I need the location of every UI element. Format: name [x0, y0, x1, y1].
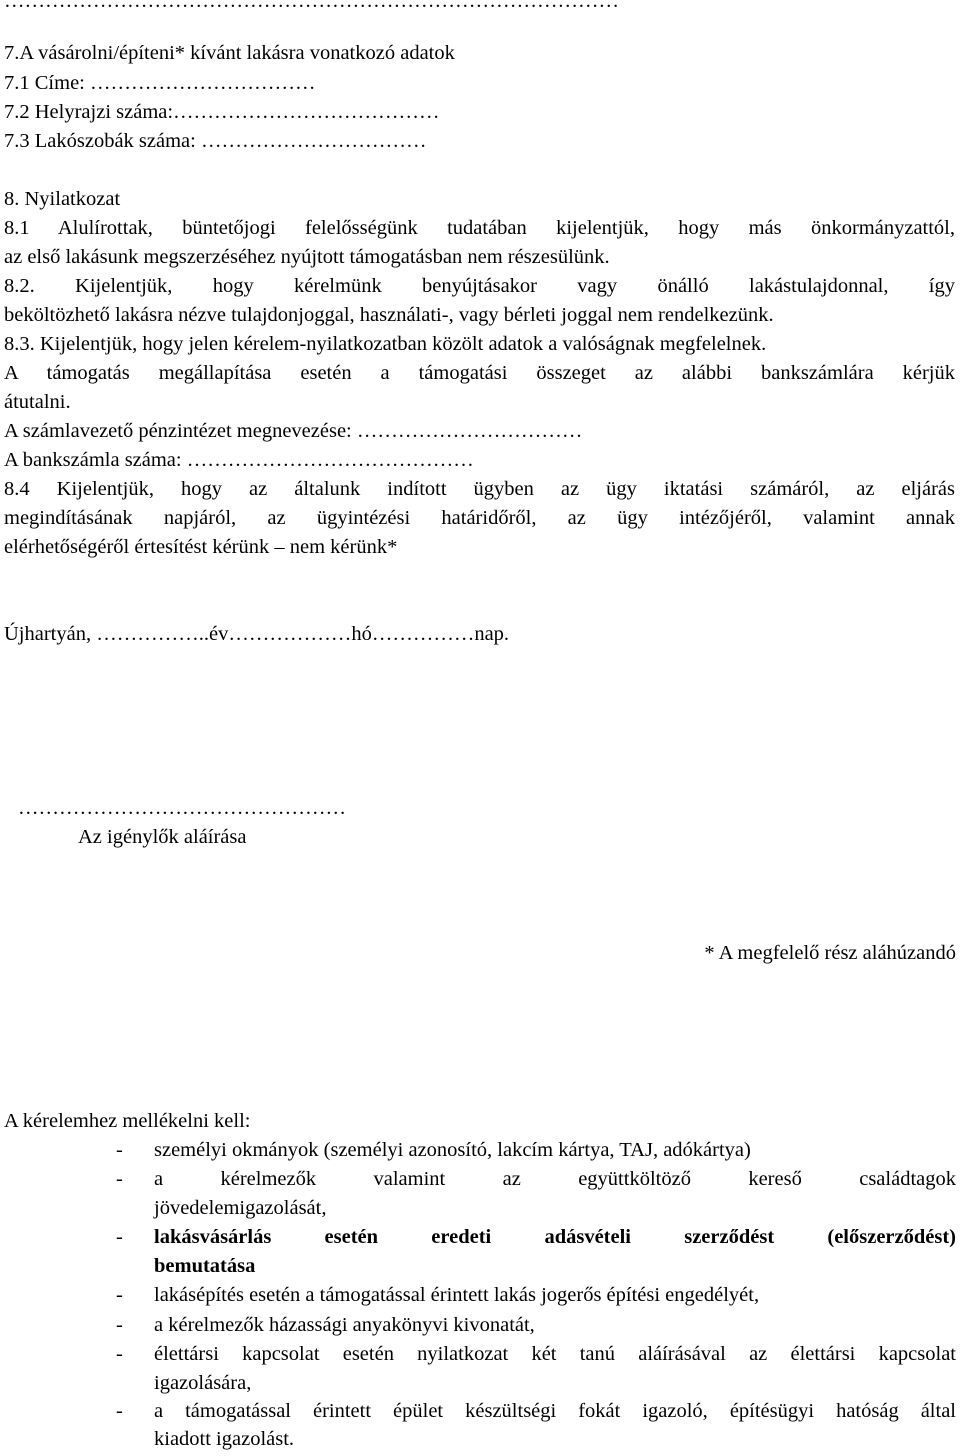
section8-heading: 8. Nyilatkozat: [4, 188, 121, 210]
paragraph-8-4-line2: megindításának napjáról, az ügyintézési határidőről, az ügy intézőjéről, valamint annak: [4, 507, 955, 529]
list-item-continuation: igazolására,: [154, 1372, 252, 1394]
lot-number-line: 7.2 Helyrajzi száma:…………………………………: [4, 101, 440, 123]
list-dash: -: [116, 1168, 123, 1190]
transfer-line2: átutalni.: [4, 391, 71, 413]
signature-dots: …………………………………………: [18, 797, 346, 819]
paragraph-8-2-line1: 8.2. Kijelentjük, hogy kérelmünk benyújtásakor vagy önálló lakástulajdonnal, így: [4, 275, 955, 297]
rooms-line: 7.3 Lakószobák száma: ……………………………: [4, 130, 427, 152]
paragraph-8-2-line2: beköltözhető lakásra nézve tulajdonjoggal, használati-, vagy bérleti joggal nem rendelkezünk.: [4, 304, 774, 326]
list-dash: -: [116, 1226, 123, 1248]
place-date-line: Újhartyán, ……………..év………………hó……………nap.: [4, 623, 510, 645]
paragraph-8-4-line1: 8.4 Kijelentjük, hogy az általunk indított ügyben az ügy iktatási számáról, az eljárás: [4, 478, 955, 500]
list-dash: -: [116, 1400, 123, 1422]
list-dash: -: [116, 1284, 123, 1306]
list-item-text: lakásvásárlás esetén eredeti adásvételi szerződést (előszerződést): [154, 1226, 956, 1248]
list-item-text: lakásépítés esetén a támogatással érintett lakás jogerős építési engedélyét,: [154, 1284, 760, 1306]
paragraph-8-1-line2: az első lakásunk megszerzéséhez nyújtott támogatásban nem részesülünk.: [4, 246, 610, 268]
list-item-text: személyi okmányok (személyi azonosító, lakcím kártya, TAJ, adókártya): [154, 1139, 751, 1161]
top-dots: ………………………………………………………………………………: [4, 0, 619, 12]
paragraph-8-1-line1: 8.1 Alulírottak, büntetőjogi felelősségünk tudatában kijelentjük, hogy más önkormányzattól,: [4, 217, 955, 239]
signature-label: Az igénylők aláírása: [78, 826, 247, 848]
transfer-line1: A támogatás megállapítása esetén a támogatási összeget az alábbi bankszámlára kérjük: [4, 362, 955, 384]
section7-heading: 7.A vásárolni/építeni* kívánt lakásra vonatkozó adatok: [4, 42, 455, 64]
paragraph-8-4-line3: elérhetőségéről értesítést kérünk – nem kérünk*: [4, 536, 398, 558]
paragraph-8-3: 8.3. Kijelentjük, hogy jelen kérelem-nyilatkozatban közölt adatok a valóságnak megfelelnek.: [4, 333, 767, 355]
attachments-heading: A kérelemhez mellékelni kell:: [4, 1110, 251, 1132]
list-dash: -: [116, 1343, 123, 1365]
list-item-continuation: kiadott igazolást.: [154, 1428, 295, 1450]
list-item-text: élettársi kapcsolat esetén nyilatkozat két tanú aláírásával az élettársi kapcsolat: [154, 1343, 956, 1365]
bank-name-line: A számlavezető pénzintézet megnevezése: ……………………………: [4, 420, 583, 442]
list-item-text: a támogatással érintett épület készültségi fokát igazoló, építésügyi hatóság által: [154, 1400, 956, 1422]
address-line: 7.1 Címe: ……………………………: [4, 72, 316, 94]
footnote: * A megfelelő rész aláhúzandó: [704, 942, 956, 964]
list-item-continuation: bemutatása: [154, 1255, 256, 1277]
account-number-line: A bankszámla száma: ……………………………………: [4, 449, 474, 471]
list-item-continuation: jövedelemigazolását,: [154, 1197, 327, 1219]
list-item-text: a kérelmezők valamint az együttköltöző kereső családtagok: [154, 1168, 956, 1190]
list-dash: -: [116, 1314, 123, 1336]
list-dash: -: [116, 1139, 123, 1161]
list-item-text: a kérelmezők házassági anyakönyvi kivonatát,: [154, 1314, 535, 1336]
